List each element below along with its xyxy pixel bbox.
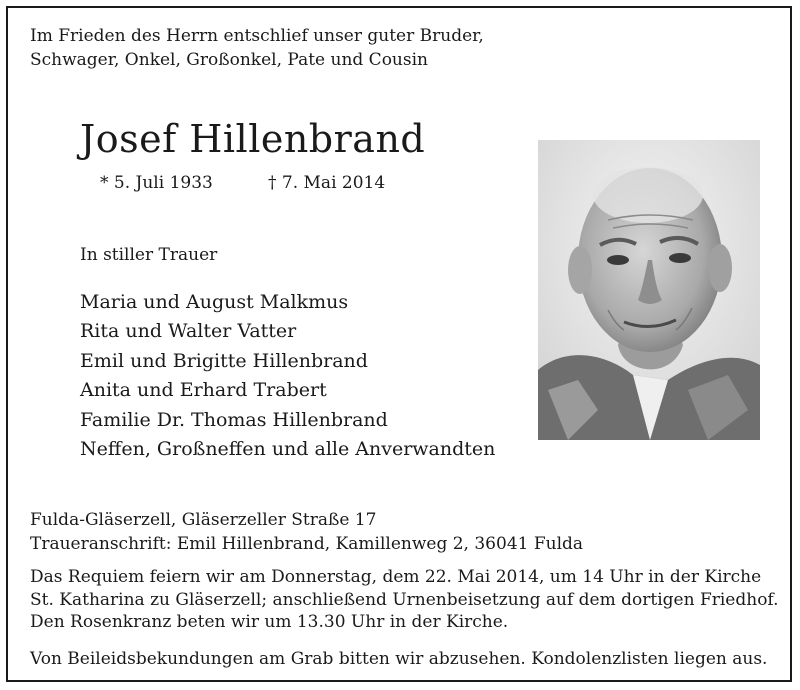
relative-item: Rita und Walter Vatter (80, 320, 297, 343)
relative-item: Emil und Brigitte Hillenbrand (80, 349, 368, 372)
intro-line-1: Im Frieden des Herrn entschlief unser guter Bruder, (30, 26, 484, 46)
deceased-name: Josef Hillenbrand (80, 117, 426, 161)
portrait-photo (538, 140, 760, 440)
relative-item: Anita und Erhard Trabert (80, 379, 327, 402)
relative-item: Maria und August Malkmus (80, 291, 349, 313)
relative-item: Neffen, Großneffen und alle Anverwandten (80, 438, 496, 461)
service-line-1: Das Requiem feiern wir am Donnerstag, dem 22. Mai 2014, um 14 Uhr in der Kirche (30, 567, 762, 587)
residence-address: Fulda-Gläserzell, Gläserzeller Straße 17 (30, 510, 377, 530)
mourning-address: Traueranschrift: Emil Hillenbrand, Kamillenweg 2, 36041 Fulda (30, 534, 584, 554)
service-line-3: Den Rosenkranz beten wir um 13.30 Uhr in der Kirche. (30, 612, 509, 632)
service-info (30, 566, 779, 634)
death-date: † 7. Mai 2014 (268, 173, 386, 193)
birth-date: * 5. Juli 1933 (100, 173, 213, 193)
relatives-list (80, 288, 495, 464)
intro-text (30, 24, 484, 72)
intro-line-2: Schwager, Onkel, Großonkel, Pate und Cousin (30, 50, 428, 70)
mourning-label: In stiller Trauer (80, 245, 218, 265)
closing-note: Von Beileidsbekundungen am Grab bitten wir abzusehen. Kondolenzlisten liegen aus. (30, 649, 768, 669)
portrait-photo-icon (538, 140, 760, 440)
service-line-2: St. Katharina zu Gläserzell; anschließend Urnenbeisetzung auf dem dortigen Friedhof. (30, 589, 779, 610)
relative-item: Familie Dr. Thomas Hillenbrand (80, 408, 388, 431)
address-block (30, 508, 583, 556)
